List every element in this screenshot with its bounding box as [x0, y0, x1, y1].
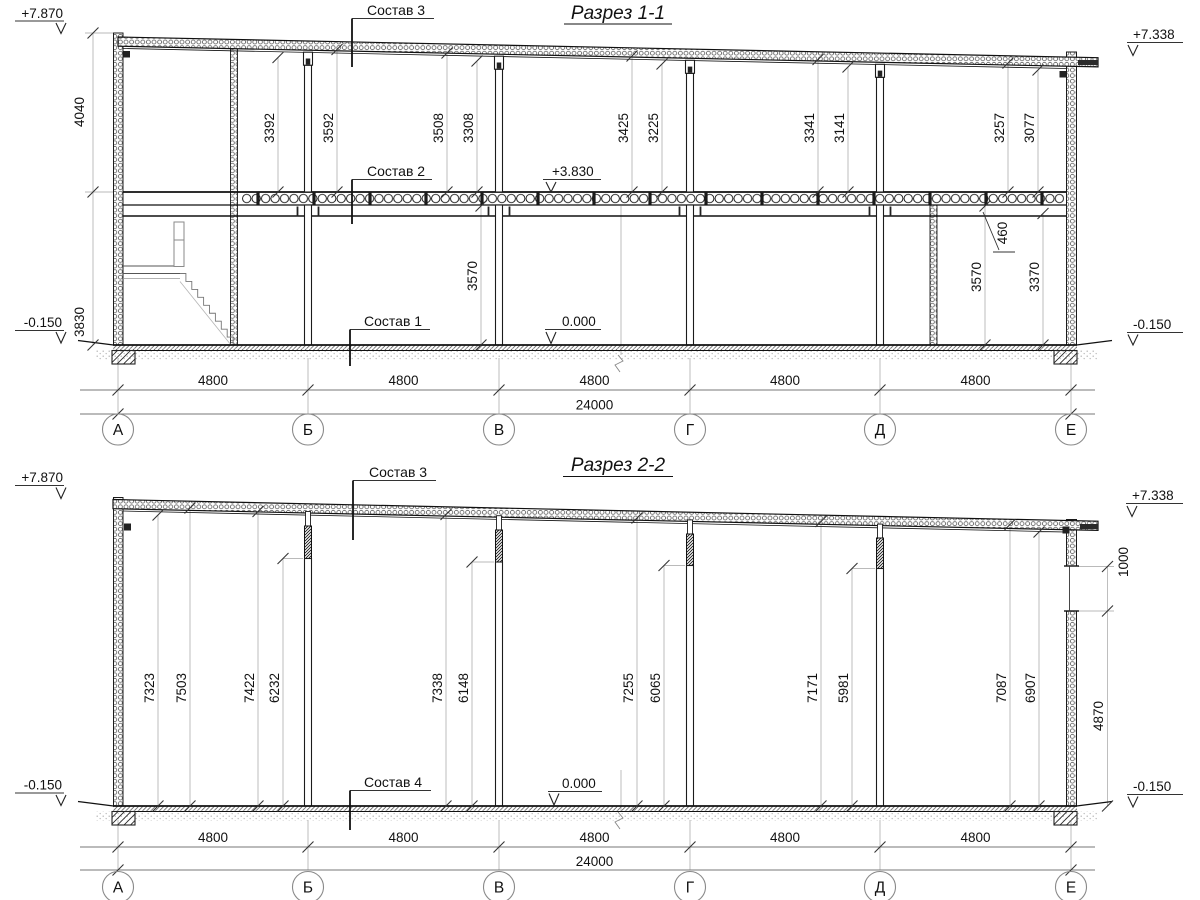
s2-elev-right-bot: -0.150	[1133, 779, 1172, 794]
s1-dim-upper-6: 3341	[802, 112, 817, 144]
s1-elev-right-bot: -0.150	[1133, 317, 1172, 332]
s2-wall-e-lower	[1067, 611, 1077, 806]
s1-dim-left-lower: 3830	[72, 306, 87, 338]
s1-bay-dim-3: 4800	[769, 373, 801, 388]
s1-roof-slab	[118, 37, 1098, 67]
s1-axis-b: Б	[302, 421, 314, 439]
s1-layer-slab-label: Состав 2	[367, 163, 426, 179]
s2-bay-dim-3: 4800	[769, 830, 801, 845]
s2-layer-floor-label: Состав 4	[364, 774, 423, 790]
s1-dim-lower-2: 3370	[1027, 261, 1042, 293]
s2-dim-tall-3: 6232	[267, 672, 282, 704]
section-1	[15, 2, 1183, 445]
s2-dim-tall-0: 7323	[142, 672, 157, 704]
s1-wall-a	[114, 33, 124, 345]
s2-dim-wall: 4870	[1091, 700, 1106, 732]
s1-axis-a: А	[112, 421, 124, 439]
s1-wall-e	[1067, 52, 1077, 345]
s2-bay-dim-0: 4800	[197, 830, 229, 845]
s2-dim-tall-7: 6065	[648, 672, 663, 704]
s2-dim-tall-8: 7171	[805, 672, 820, 704]
s1-bay-dim-2: 4800	[579, 373, 610, 388]
s2-dim-window: 1000	[1116, 546, 1131, 578]
s1-axis-e: Е	[1065, 421, 1077, 439]
s2-axis-g: Г	[685, 879, 695, 897]
section-2	[15, 455, 1183, 900]
s2-axis-b: Б	[302, 879, 314, 897]
s1-layer-floor-label: Состав 1	[364, 313, 423, 329]
s2-level-arrows	[56, 488, 1138, 808]
s1-dim-upper-8: 3257	[992, 112, 1007, 144]
s2-layer-roof-label: Состав 3	[369, 464, 428, 480]
s2-elev-right-top: +7.338	[1132, 488, 1174, 503]
s1-dim-upper-2: 3508	[431, 112, 446, 144]
s2-dim-tall-11: 6907	[1023, 672, 1038, 704]
s1-dim-upper-5: 3225	[646, 112, 661, 144]
s1-floor-slab	[123, 192, 1066, 217]
s1-dim-small: 460	[995, 221, 1010, 245]
s2-wall-a	[114, 498, 124, 807]
s2-elev-left-bot: -0.150	[23, 777, 62, 793]
s1-bay-dim-1: 4800	[388, 373, 419, 388]
s1-elev-floor: 0.000	[562, 314, 596, 329]
s1-axis-circles	[103, 414, 1087, 445]
s1-bay-dim-0: 4800	[197, 373, 229, 388]
s2-dim-tall-2: 7422	[242, 672, 257, 704]
s1-level-arrows	[56, 23, 1138, 345]
s2-total-dim: 24000	[575, 854, 614, 869]
s1-axis-v: В	[493, 421, 505, 439]
s2-ground	[78, 802, 1112, 830]
s2-dim-tall-5: 6148	[456, 672, 471, 704]
s2-roof-cornice	[1080, 524, 1098, 529]
s1-layer-roof-label: Состав 3	[367, 2, 426, 18]
s1-dim-lower-0: 3570	[465, 260, 480, 292]
s2-dim-tall-9: 5981	[836, 672, 851, 704]
s1-dim-upper-3: 3308	[461, 112, 476, 144]
s1-dim-upper-1: 3592	[321, 112, 336, 144]
s1-ground	[78, 341, 1112, 373]
s1-dim-upper-4: 3425	[616, 112, 631, 144]
s2-title: Разрез 2-2	[570, 455, 666, 476]
s2-dim-tall-1: 7503	[174, 672, 189, 704]
s2-bay-dim-1: 4800	[388, 830, 419, 845]
s1-total-dim: 24000	[575, 397, 614, 413]
s2-axis-d: Д	[874, 879, 886, 897]
s2-axis-v: В	[493, 879, 505, 897]
s2-columns	[305, 512, 884, 807]
s1-dim-upper-0: 3392	[262, 112, 277, 144]
s1-axis-d: Д	[874, 421, 886, 439]
s2-dim-tall-4: 7338	[430, 672, 445, 704]
s2-dim-tall-10: 7087	[994, 672, 1009, 704]
s2-roof-slab	[113, 500, 1098, 531]
s1-partition-wall	[930, 205, 937, 345]
s1-dim-lower-1: 3570	[969, 261, 984, 293]
s1-dim-left-upper: 4040	[72, 96, 87, 128]
s1-elev-left-bot: -0.150	[23, 315, 62, 330]
s1-elev-right-top: +7.338	[1133, 27, 1175, 42]
s1-title: Разрез 1-1	[570, 3, 666, 24]
s2-axis-e: Е	[1065, 879, 1077, 897]
s2-axis-a: А	[112, 879, 124, 897]
s2-window	[1064, 566, 1079, 611]
s2-bay-dim-4: 4800	[960, 830, 991, 845]
s2-elev-left-top: +7.870	[21, 470, 63, 485]
s2-section-leaders	[350, 481, 353, 831]
s2-bay-dim-2: 4800	[579, 830, 610, 845]
s1-roof-cornice	[1078, 60, 1098, 65]
s1-dim-upper-7: 3141	[832, 112, 847, 144]
s1-axis-g: Г	[685, 421, 695, 439]
s1-elev-slab: +3.830	[552, 164, 594, 179]
s1-bay-dim-4: 4800	[960, 373, 991, 388]
s1-stairs	[123, 222, 233, 345]
s1-elev-left-top: +7.870	[21, 6, 63, 21]
s1-dim-upper-9: 3077	[1022, 112, 1037, 144]
s2-elev-floor: 0.000	[562, 776, 596, 791]
s2-dim-tall-6: 7255	[621, 672, 636, 704]
s2-axis-circles	[103, 872, 1087, 900]
